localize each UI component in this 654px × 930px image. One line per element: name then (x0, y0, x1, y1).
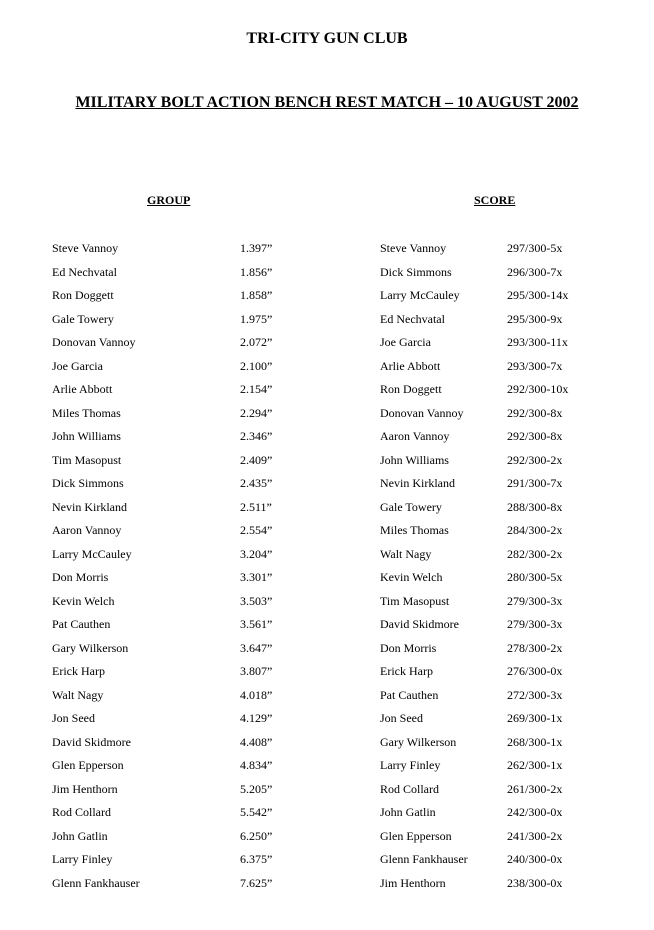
score-row (380, 474, 640, 498)
shooter-name: Don Morris (380, 640, 437, 655)
group-size: 2.435” (240, 476, 273, 490)
score-results-list (380, 239, 640, 897)
shooter-name: Ron Doggett (380, 382, 442, 396)
shooter-name: John Williams (380, 452, 449, 467)
shooter-name: David Skidmore (380, 617, 459, 631)
group-size: 2.409” (240, 452, 273, 467)
group-row (52, 686, 312, 710)
group-row (52, 709, 312, 733)
shooter-name: Larry McCauley (380, 288, 460, 302)
group-size: 4.834” (240, 758, 273, 772)
shooter-name: Larry Finley (52, 852, 113, 866)
score-row (380, 639, 640, 663)
score-row (380, 568, 640, 592)
shooter-name: Kevin Welch (380, 570, 443, 584)
score-column-heading: SCORE (474, 193, 516, 207)
score-row (380, 874, 640, 898)
group-row (52, 780, 312, 804)
score-value: 297/300-5x (507, 241, 563, 255)
score-value: 262/300-1x (507, 758, 563, 772)
score-row (380, 780, 640, 804)
shooter-name: Larry Finley (380, 758, 441, 772)
group-size: 2.554” (240, 523, 273, 537)
shooter-name: Gale Towery (52, 311, 114, 326)
score-value: 278/300-2x (507, 640, 563, 655)
score-row (380, 333, 640, 357)
shooter-name: Donovan Vannoy (380, 405, 464, 420)
shooter-name: Don Morris (52, 570, 109, 584)
group-row (52, 827, 312, 851)
score-value: 241/300-2x (507, 828, 563, 843)
score-value: 284/300-2x (507, 523, 563, 537)
score-value: 261/300-2x (507, 781, 563, 796)
group-size: 3.503” (240, 593, 273, 608)
group-row (52, 357, 312, 381)
group-size: 2.154” (240, 382, 273, 396)
score-value: 292/300-8x (507, 405, 563, 420)
group-row (52, 662, 312, 686)
group-size: 3.561” (240, 617, 273, 631)
shooter-name: Jim Henthorn (380, 875, 446, 890)
shooter-name: John Gatlin (52, 828, 108, 843)
shooter-name: Miles Thomas (380, 523, 449, 537)
shooter-name: Arlie Abbott (52, 382, 113, 396)
shooter-name: Aaron Vannoy (380, 429, 450, 443)
group-row (52, 521, 312, 545)
shooter-name: David Skidmore (52, 734, 131, 749)
shooter-name: Erick Harp (52, 664, 105, 678)
group-size: 1.397” (240, 241, 273, 255)
score-row (380, 380, 640, 404)
shooter-name: Jon Seed (52, 711, 95, 725)
shooter-name: Joe Garcia (380, 335, 431, 349)
score-row (380, 709, 640, 733)
shooter-name: Tim Masopust (52, 452, 122, 467)
group-row (52, 756, 312, 780)
shooter-name: Erick Harp (380, 664, 433, 678)
score-value: 291/300-7x (507, 476, 563, 490)
shooter-name: Walt Nagy (380, 546, 432, 561)
score-row (380, 498, 640, 522)
group-row (52, 874, 312, 898)
shooter-name: Nevin Kirkland (380, 476, 455, 490)
shooter-name: Glen Epperson (380, 828, 452, 843)
group-size: 6.250” (240, 828, 273, 843)
group-row (52, 310, 312, 334)
score-row (380, 521, 640, 545)
score-value: 293/300-11x (507, 335, 568, 349)
score-row (380, 733, 640, 757)
group-row (52, 451, 312, 475)
shooter-name: Ed Nechvatal (52, 264, 117, 279)
shooter-name: Jim Henthorn (52, 781, 118, 796)
shooter-name: Gary Wilkerson (52, 640, 129, 655)
shooter-name: Nevin Kirkland (52, 499, 127, 514)
score-row (380, 615, 640, 639)
shooter-name: Pat Cauthen (52, 617, 111, 631)
score-row (380, 803, 640, 827)
group-size: 2.346” (240, 429, 273, 443)
group-row (52, 615, 312, 639)
score-value: 279/300-3x (507, 617, 563, 631)
score-row (380, 545, 640, 569)
score-row (380, 592, 640, 616)
score-row (380, 427, 640, 451)
match-title: MILITARY BOLT ACTION BENCH REST MATCH – 10 AUGUST 2002 (75, 94, 579, 111)
group-results-list (52, 239, 312, 897)
score-row (380, 850, 640, 874)
shooter-name: Rod Collard (380, 781, 439, 796)
score-value: 280/300-5x (507, 570, 563, 584)
group-size: 2.100” (240, 358, 273, 373)
score-value: 296/300-7x (507, 264, 563, 279)
group-size: 1.856” (240, 264, 273, 279)
score-value: 292/300-8x (507, 429, 563, 443)
group-size: 7.625” (240, 875, 273, 890)
score-value: 238/300-0x (507, 875, 563, 890)
group-size: 5.205” (240, 781, 273, 796)
shooter-name: Joe Garcia (52, 358, 103, 373)
score-value: 268/300-1x (507, 734, 563, 749)
shooter-name: Tim Masopust (380, 593, 450, 608)
group-size: 4.408” (240, 734, 273, 749)
group-row (52, 498, 312, 522)
score-value: 282/300-2x (507, 546, 563, 561)
group-size: 3.204” (240, 546, 273, 561)
group-column-heading: GROUP (147, 193, 191, 207)
group-size: 4.018” (240, 687, 273, 702)
shooter-name: Glenn Fankhauser (380, 852, 468, 866)
group-size: 3.647” (240, 640, 273, 655)
group-size: 5.542” (240, 805, 273, 819)
score-value: 240/300-0x (507, 852, 563, 866)
group-size: 3.301” (240, 570, 273, 584)
shooter-name: Gale Towery (380, 499, 442, 514)
group-row (52, 286, 312, 310)
score-value: 288/300-8x (507, 499, 563, 514)
shooter-name: Steve Vannoy (380, 241, 447, 255)
shooter-name: Jon Seed (380, 711, 423, 725)
score-row (380, 239, 640, 263)
shooter-name: Aaron Vannoy (52, 523, 122, 537)
shooter-name: Miles Thomas (52, 405, 121, 420)
shooter-name: Glen Epperson (52, 758, 124, 772)
score-row (380, 686, 640, 710)
score-value: 292/300-2x (507, 452, 563, 467)
shooter-name: Larry McCauley (52, 546, 132, 561)
score-value: 276/300-0x (507, 664, 563, 678)
group-row (52, 427, 312, 451)
score-row (380, 662, 640, 686)
group-size: 4.129” (240, 711, 273, 725)
shooter-name: Ed Nechvatal (380, 311, 445, 326)
score-value: 292/300-10x (507, 382, 569, 396)
group-row (52, 568, 312, 592)
score-value: 295/300-14x (507, 288, 569, 302)
shooter-name: Rod Collard (52, 805, 111, 819)
group-row (52, 803, 312, 827)
shooter-name: Dick Simmons (380, 264, 452, 279)
score-value: 242/300-0x (507, 805, 563, 819)
shooter-name: Kevin Welch (52, 593, 115, 608)
group-size: 1.858” (240, 288, 273, 302)
shooter-name: Glenn Fankhauser (52, 875, 140, 890)
group-row (52, 850, 312, 874)
score-value: 293/300-7x (507, 358, 563, 373)
group-size: 2.511” (240, 499, 272, 514)
group-row (52, 474, 312, 498)
score-value: 295/300-9x (507, 311, 563, 326)
shooter-name: Ron Doggett (52, 288, 114, 302)
score-row (380, 404, 640, 428)
score-row (380, 756, 640, 780)
score-row (380, 263, 640, 287)
group-size: 6.375” (240, 852, 273, 866)
score-value: 272/300-3x (507, 687, 563, 702)
group-row (52, 404, 312, 428)
group-row (52, 380, 312, 404)
score-row (380, 827, 640, 851)
group-row (52, 239, 312, 263)
group-row (52, 263, 312, 287)
group-row (52, 545, 312, 569)
shooter-name: Dick Simmons (52, 476, 124, 490)
shooter-name: Gary Wilkerson (380, 734, 457, 749)
score-row (380, 357, 640, 381)
club-title: TRI-CITY GUN CLUB (246, 30, 408, 47)
score-row (380, 310, 640, 334)
group-row (52, 333, 312, 357)
group-row (52, 639, 312, 663)
group-row (52, 733, 312, 757)
shooter-name: Donovan Vannoy (52, 335, 136, 349)
shooter-name: John Williams (52, 429, 121, 443)
score-value: 269/300-1x (507, 711, 563, 725)
group-size: 1.975” (240, 311, 273, 326)
score-row (380, 451, 640, 475)
score-row (380, 286, 640, 310)
shooter-name: Pat Cauthen (380, 687, 439, 702)
shooter-name: Walt Nagy (52, 687, 104, 702)
score-value: 279/300-3x (507, 593, 563, 608)
group-size: 2.072” (240, 335, 273, 349)
shooter-name: Arlie Abbott (380, 358, 441, 373)
group-size: 3.807” (240, 664, 273, 678)
group-row (52, 592, 312, 616)
group-size: 2.294” (240, 405, 273, 420)
shooter-name: John Gatlin (380, 805, 436, 819)
shooter-name: Steve Vannoy (52, 241, 119, 255)
